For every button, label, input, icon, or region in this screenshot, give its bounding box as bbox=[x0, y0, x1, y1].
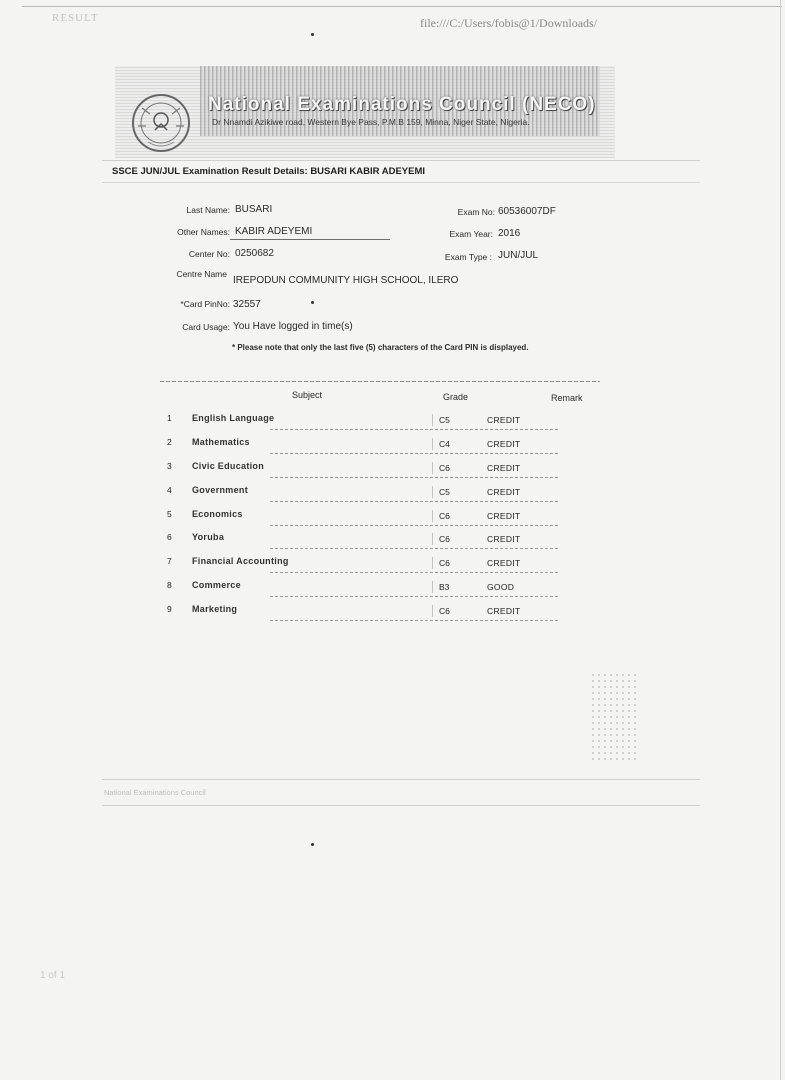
grade-cell: C6 bbox=[439, 558, 450, 568]
org-name: National Examinations Council (NECO) bbox=[208, 94, 596, 115]
subject-cell: Marketing bbox=[192, 604, 238, 614]
row-number: 2 bbox=[167, 437, 172, 447]
card-usage-label: Card Usage: bbox=[182, 322, 230, 332]
row-rule bbox=[270, 548, 560, 549]
subject-cell: Commerce bbox=[192, 580, 241, 590]
row-number: 3 bbox=[167, 461, 172, 471]
remark-cell: CREDIT bbox=[487, 463, 521, 473]
exam-year-value: 2016 bbox=[498, 228, 521, 239]
cell-divider bbox=[432, 438, 433, 450]
neco-logo-icon bbox=[128, 90, 194, 156]
grade-cell: C6 bbox=[439, 463, 450, 473]
table-row bbox=[160, 532, 600, 556]
col-header-remark: Remark bbox=[551, 393, 583, 403]
subject-cell: Yoruba bbox=[192, 532, 225, 542]
subject-cell: Economics bbox=[192, 509, 243, 519]
card-pin-value: 32557 bbox=[233, 299, 261, 310]
subject-cell: Financial Accounting bbox=[192, 556, 289, 566]
card-pin-label: *Card PinNo: bbox=[180, 299, 230, 309]
cell-divider bbox=[432, 486, 433, 498]
stamp-mark bbox=[590, 672, 638, 762]
subject-cell: Mathematics bbox=[192, 437, 250, 447]
table-row bbox=[160, 604, 600, 628]
row-rule bbox=[270, 453, 560, 454]
remark-cell: CREDIT bbox=[487, 558, 521, 568]
table-row bbox=[160, 509, 600, 533]
center-no-value: 0250682 bbox=[235, 248, 274, 259]
grade-cell: C6 bbox=[439, 606, 450, 616]
scan-speck bbox=[311, 301, 314, 304]
centre-name-label: Centre Name bbox=[176, 269, 227, 279]
row-number: 9 bbox=[167, 604, 172, 614]
row-rule bbox=[270, 596, 560, 597]
cell-divider bbox=[432, 510, 433, 522]
table-row bbox=[160, 485, 600, 509]
grade-cell: C5 bbox=[439, 487, 450, 497]
divider bbox=[102, 182, 700, 183]
grade-cell: C4 bbox=[439, 439, 450, 449]
row-number: 7 bbox=[167, 556, 172, 566]
divider bbox=[102, 779, 700, 780]
scan-edge bbox=[780, 0, 781, 1080]
row-number: 1 bbox=[167, 413, 172, 423]
cell-divider bbox=[432, 414, 433, 426]
remark-cell: CREDIT bbox=[487, 487, 521, 497]
row-rule bbox=[270, 525, 560, 526]
row-number: 8 bbox=[167, 580, 172, 590]
remark-cell: CREDIT bbox=[487, 606, 521, 616]
exam-type-value: JUN/JUL bbox=[498, 250, 539, 261]
remark-cell: CREDIT bbox=[487, 534, 521, 544]
divider bbox=[102, 160, 700, 161]
card-usage-value: You Have logged in time(s) bbox=[233, 321, 353, 332]
org-address: Dr Nnamdi Azikiwe road, Western Bye Pass, P.M.B 159, Minna, Niger State, Nigeria. bbox=[212, 117, 530, 127]
page-number: 1 of 1 bbox=[40, 970, 66, 981]
print-page-title: RESULT bbox=[52, 12, 99, 24]
cell-divider bbox=[432, 581, 433, 593]
grade-cell: C5 bbox=[439, 415, 450, 425]
exam-type-label: Exam Type : bbox=[444, 252, 492, 262]
last-name-value: BUSARI bbox=[235, 204, 273, 215]
table-row bbox=[160, 461, 600, 485]
table-row bbox=[160, 437, 600, 461]
table-top-rule bbox=[160, 381, 600, 382]
remark-cell: CREDIT bbox=[487, 415, 521, 425]
cell-divider bbox=[432, 557, 433, 569]
col-header-subject: Subject bbox=[292, 390, 323, 400]
cell-divider bbox=[432, 605, 433, 617]
print-top-rule bbox=[22, 6, 782, 7]
footer-text: National Examinations Council bbox=[104, 788, 206, 797]
exam-no-value: 60536007DF bbox=[498, 206, 556, 217]
card-pin-note: * Please note that only the last five (5) characters of the Card PIN is displayed. bbox=[232, 343, 529, 352]
row-rule bbox=[270, 477, 560, 478]
row-number: 4 bbox=[167, 485, 172, 495]
row-rule bbox=[270, 572, 560, 573]
row-rule bbox=[270, 501, 560, 502]
table-row bbox=[160, 580, 600, 604]
subject-cell: Government bbox=[192, 485, 249, 495]
grade-cell: C6 bbox=[439, 534, 450, 544]
row-rule bbox=[270, 429, 560, 430]
scan-speck bbox=[311, 843, 314, 846]
exam-no-label: Exam No: bbox=[457, 207, 495, 217]
divider bbox=[102, 805, 700, 806]
other-names-label: Other Names: bbox=[177, 227, 230, 237]
cell-divider bbox=[432, 462, 433, 474]
table-row bbox=[160, 413, 600, 437]
page-title: SSCE JUN/JUL Examination Result Details: BUSARI KABIR ADEYEMI bbox=[112, 166, 426, 177]
field-underline bbox=[230, 239, 390, 240]
row-number: 6 bbox=[167, 532, 172, 542]
row-number: 5 bbox=[167, 509, 172, 519]
subject-cell: Civic Education bbox=[192, 461, 265, 471]
remark-cell: CREDIT bbox=[487, 511, 521, 521]
table-row bbox=[160, 556, 600, 580]
exam-year-label: Exam Year: bbox=[449, 229, 493, 239]
grade-cell: B3 bbox=[439, 582, 450, 592]
scan-speck bbox=[311, 33, 314, 36]
remark-cell: GOOD bbox=[487, 582, 515, 592]
center-no-label: Center No: bbox=[188, 249, 230, 259]
grade-cell: C6 bbox=[439, 511, 450, 521]
print-page-url: file:///C:/Users/fobis@1/Downloads/ bbox=[420, 16, 598, 30]
other-names-value: KABIR ADEYEMI bbox=[235, 226, 313, 237]
remark-cell: CREDIT bbox=[487, 439, 521, 449]
subject-cell: English Language bbox=[192, 413, 275, 423]
last-name-label: Last Name: bbox=[186, 205, 230, 215]
cell-divider bbox=[432, 533, 433, 545]
col-header-grade: Grade bbox=[443, 392, 469, 402]
centre-name-value: IREPODUN COMMUNITY HIGH SCHOOL, ILERO bbox=[233, 275, 459, 286]
row-rule bbox=[270, 620, 560, 621]
